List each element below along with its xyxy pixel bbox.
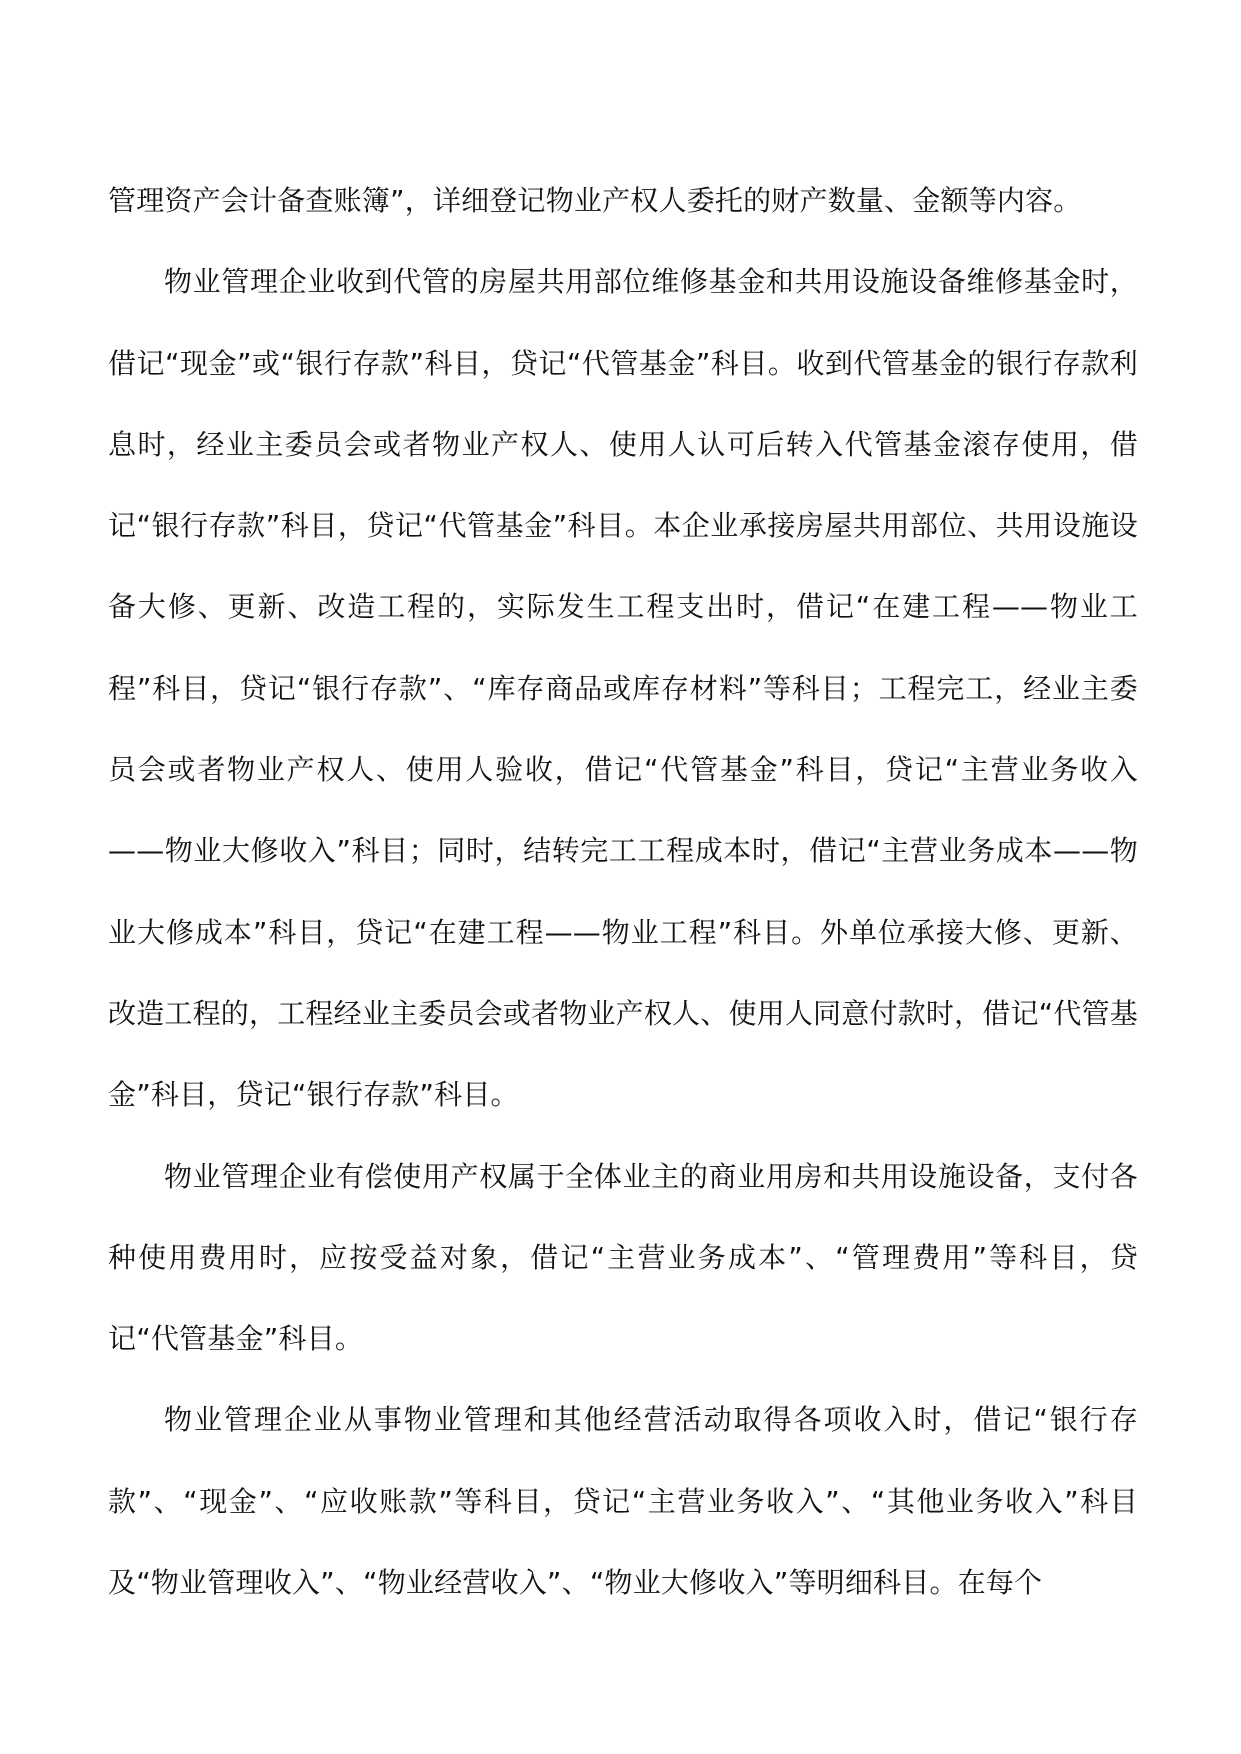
paragraph: 物业管理企业收到代管的房屋共用部位维修基金和共用设施设备维修基金时，借记“现金”或“银行存款”科目，贷记“代管基金”科目。收到代管基金的银行存款利息时，经业主委员会或者物业产权人、使用人认可后转入代管基金滚存使用，借记“银行存款”科目，贷记“代管基金”科目。本企业承接房屋共用部位、共用设施设备大修、更新、改造工程的，实际发生工程支出时，借记“在建工程——物业工程”科目，贷记“银行存款”、“库存商品或库存材料”等科目；工程完工，经业主委员会或者物业产权人、使用人验收，借记“代管基金”科目，贷记“主营业务收入——物业大修收入”科目；同时，结转完工工程成本时，借记“主营业务成本——物业大修成本”科目，贷记“在建工程——物业工程”科目。外单位承接大修、更新、改造工程的，工程经业主委员会或者物业产权人、使用人同意付款时，借记“代管基金”科目，贷记“银行存款”科目。 (108, 265, 1138, 1112)
body-text (108, 160, 1138, 1623)
paragraph: 物业管理企业从事物业管理和其他经营活动取得各项收入时，借记“银行存款”、“现金”、“应收账款”等科目，贷记“主营业务收入”、“其他业务收入”科目及“物业管理收入”、“物业经营收入”、“物业大修收入”等明细科目。在每个 (108, 1403, 1138, 1600)
paragraph: 管理资产会计备查账簿”，详细登记物业产权人委托的财产数量、金额等内容。 (108, 184, 1082, 217)
paragraph: 物业管理企业有偿使用产权属于全体业主的商业用房和共用设施设备，支付各种使用费用时，应按受益对象，借记“主营业务成本”、“管理费用”等科目，贷记“代管基金”科目。 (108, 1159, 1138, 1356)
